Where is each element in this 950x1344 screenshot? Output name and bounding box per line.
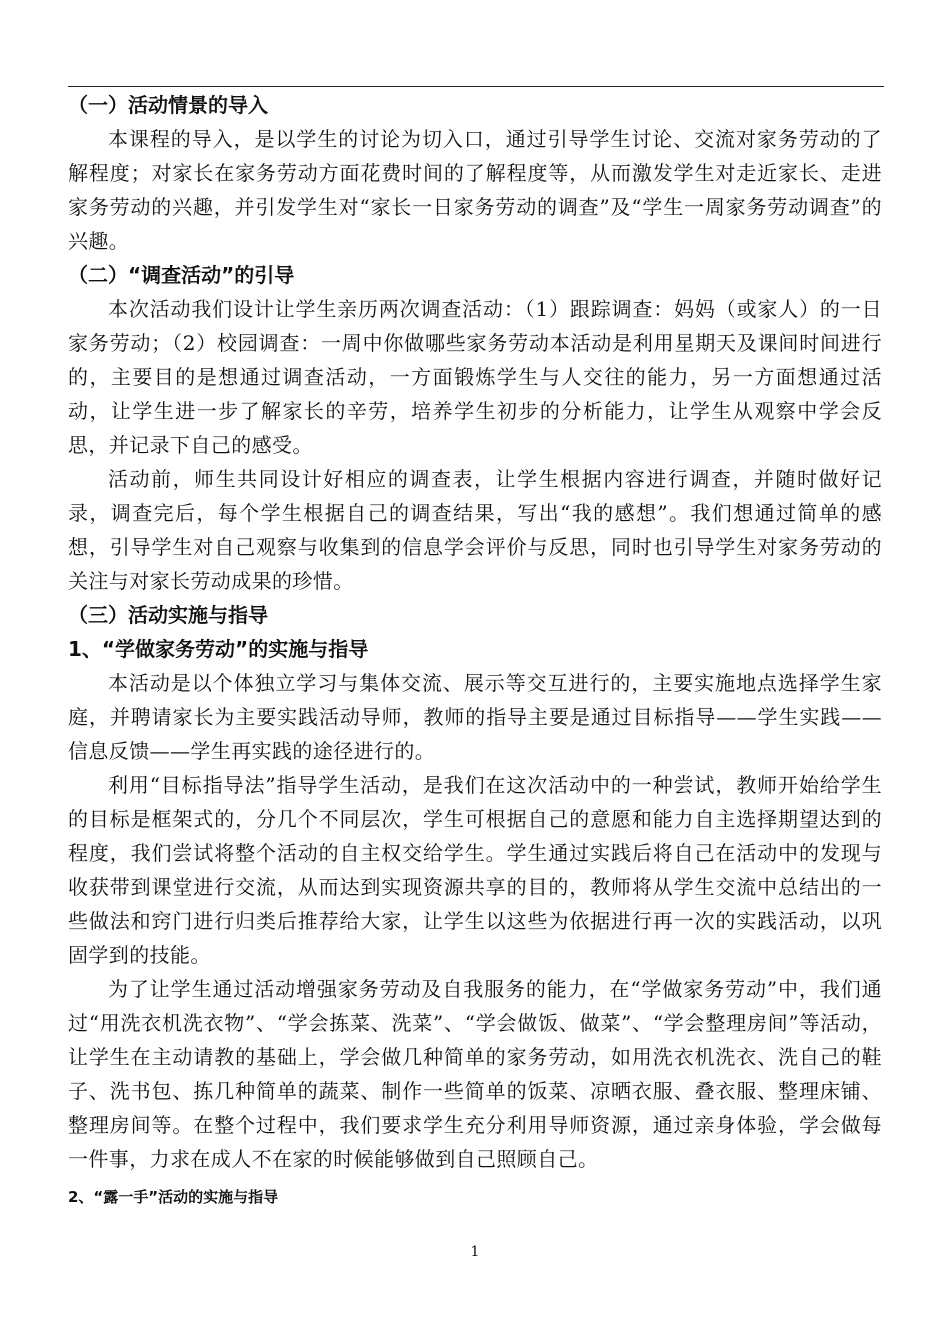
- paragraph: 为了让学生通过活动增强家务劳动及自我服务的能力，在“学做家务劳动”中，我们通过“用洗衣机洗衣物”、“学会拣菜、洗菜”、“学会做饭、做菜”、“学会整理房间”等活动，让学生在主动请教的基础上，学会做几种简单的家务劳动，如用洗衣机洗衣、洗自己的鞋子、洗书包、拣几种简单的蔬菜、制作一些简单的饭菜、凉晒衣服、叠衣服、整理床铺、整理房间等。在整个过程中，我们要求学生充分利用导师资源，通过亲身体验，学会做每一件事，力求在成人不在家的时候能够做到自己照顾自己。: [68, 977, 882, 1171]
- section-heading-survey: （二）“调查活动”的引导: [68, 263, 295, 287]
- paragraph: 本活动是以个体独立学习与集体交流、展示等交互进行的，主要实施地点选择学生家庭，并聘请家长为主要实践活动导师，教师的指导主要是通过目标指导——学生实践——信息反馈——学生再实践的途径进行的。: [68, 671, 882, 763]
- subsection-heading-show-skill: 2、“露一手”活动的实施与指导: [68, 1188, 279, 1206]
- document-body: [68, 88, 882, 1214]
- paragraph: 本次活动我们设计让学生亲历两次调查活动：（1）跟踪调查：妈妈（或家人）的一日家务劳动；（2）校园调查：一周中你做哪些家务劳动本活动是利用星期天及课间时间进行的，主要目的是想通过调查活动，一方面锻炼学生与人交往的能力，另一方面想通过活动，让学生进一步了解家长的辛劳，培养学生初步的分析能力，让学生从观察中学会反思，并记录下自己的感受。: [68, 297, 882, 457]
- section-heading-intro: （一）活动情景的导入: [68, 93, 268, 117]
- subsection-heading-housework: 1、“学做家务劳动”的实施与指导: [68, 637, 369, 661]
- paragraph: 本课程的导入，是以学生的讨论为切入口，通过引导学生讨论、交流对家务劳动的了解程度；对家长在家务劳动方面花费时间的了解程度等，从而激发学生对走近家长、走进家务劳动的兴趣，并引发学生对“家长一日家务劳动的调查”及“学生一周家务劳动调查”的兴趣。: [68, 127, 882, 253]
- header-rule: [68, 86, 884, 87]
- paragraph: 利用“目标指导法”指导学生活动，是我们在这次活动中的一种尝试，教师开始给学生的目标是框架式的，分几个不同层次，学生可根据自己的意愿和能力自主选择期望达到的程度，我们尝试将整个活动的自主权交给学生。学生通过实践后将自己在活动中的发现与收获带到课堂进行交流，从而达到实现资源共享的目的，教师将从学生交流中总结出的一些做法和窍门进行归类后推荐给大家，让学生以这些为依据进行再一次的实践活动，以巩固学到的技能。: [68, 773, 882, 967]
- paragraph: 活动前，师生共同设计好相应的调查表，让学生根据内容进行调查，并随时做好记录，调查完后，每个学生根据自己的调查结果，写出“我的感想”。我们想通过简单的感想，引导学生对自己观察与收集到的信息学会评价与反思，同时也引导学生对家务劳动的关注与对家长劳动成果的珍惜。: [68, 467, 882, 593]
- page-number: 1: [470, 1244, 480, 1260]
- section-heading-implementation: （三）活动实施与指导: [68, 603, 268, 627]
